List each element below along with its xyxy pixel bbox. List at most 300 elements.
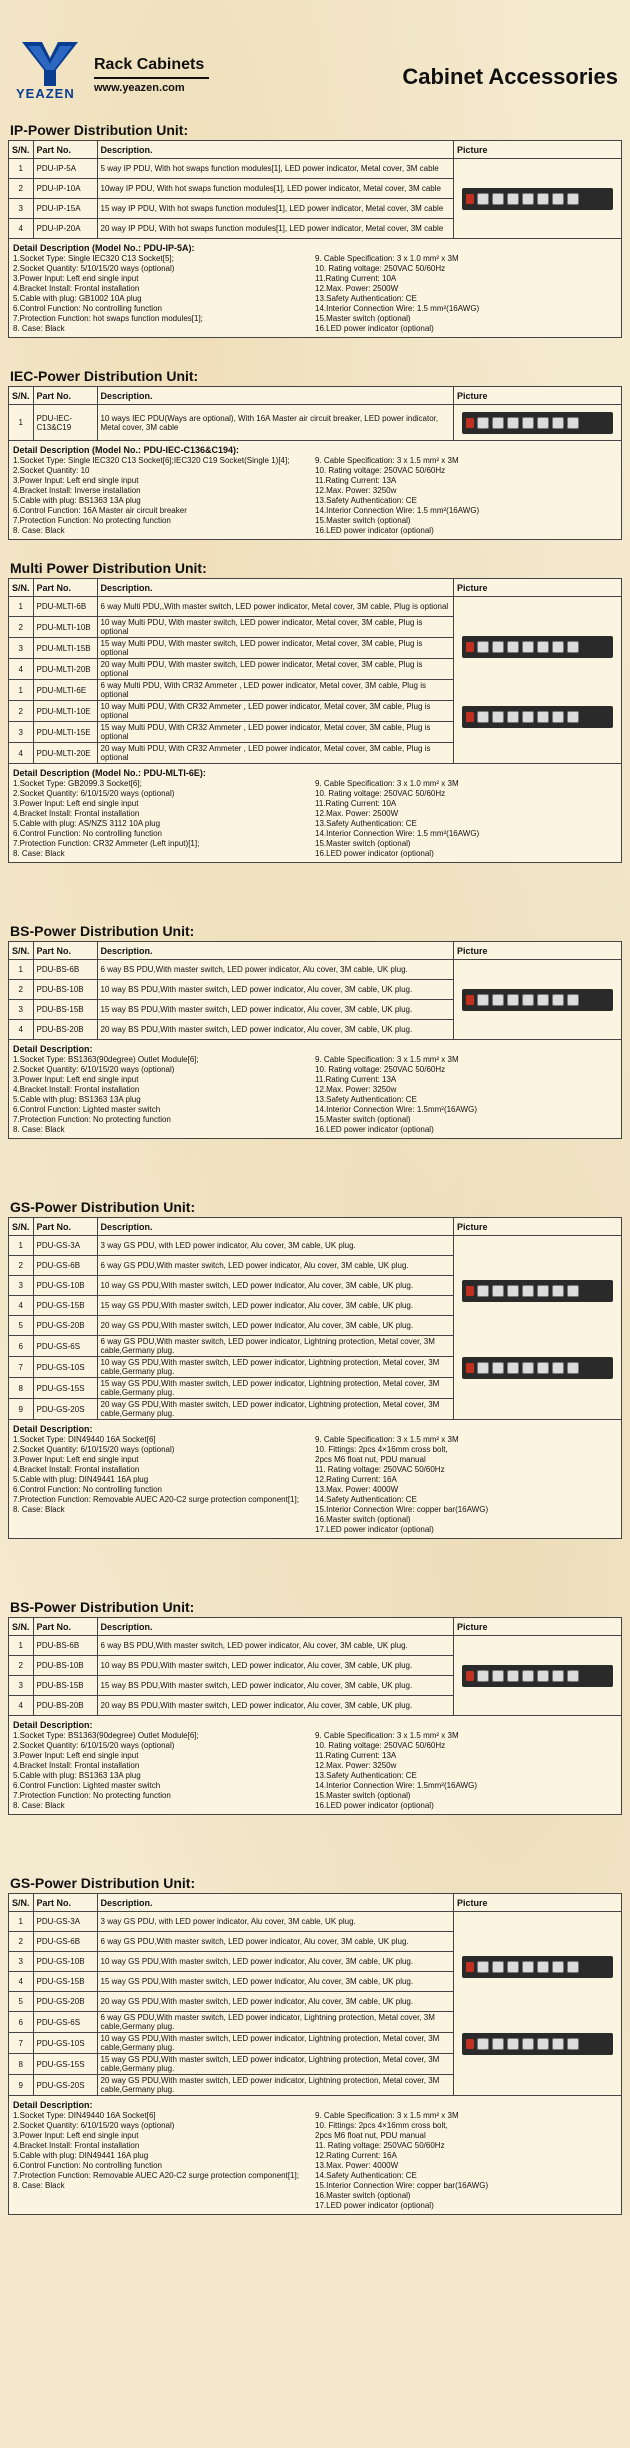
part-number: PDU-GS-6B [33, 1256, 97, 1276]
column-header: Picture [454, 1894, 622, 1912]
spec-line: 7.Protection Function: Removable AUEC A20-C2 surge protection component[1]; [13, 2171, 299, 2180]
table-header-row [9, 1218, 622, 1236]
spec-line: 3.Power Input: Left end single input [13, 2131, 139, 2140]
pdu-image [462, 1357, 613, 1379]
description: 6 way Multi PDU, With CR32 Ammeter , LED power indicator, Metal cover, 3M cable, Plug is optional [97, 680, 453, 701]
part-number: PDU-BS-20B [33, 1020, 97, 1040]
column-header: S/N. [9, 141, 34, 159]
spec-line: 9. Cable Specification: 3 x 1.0 mm² x 3M [315, 254, 459, 263]
column-header: Picture [454, 579, 622, 597]
column-header: Description. [97, 1218, 453, 1236]
spec-line: 8. Case: Black [13, 1801, 65, 1810]
socket-icon [507, 711, 519, 723]
part-number: PDU-GS-3A [33, 1912, 97, 1932]
socket-icon [567, 641, 579, 653]
section-title: BS-Power Distribution Unit: [10, 1599, 195, 1615]
detail-column-right [315, 1435, 617, 1535]
spec-line: 4.Bracket Install: Frontal installation [13, 809, 140, 818]
detail-column-left [13, 1731, 315, 1811]
pdu-image [462, 706, 613, 728]
description: 20 way IP PDU, With hot swaps function modules[1], LED power indicator, Metal cover, 3M cable [97, 219, 453, 239]
spec-line: 15.Master switch (optional) [315, 314, 411, 323]
spec-line: 15.Interior Connection Wire: copper bar(16AWG) [315, 2181, 489, 2190]
column-header: S/N. [9, 1894, 34, 1912]
socket-icon [537, 1362, 549, 1374]
spec-line: 15.Master switch (optional) [315, 516, 411, 525]
part-number: PDU-GS-10B [33, 1276, 97, 1296]
table-row [9, 1636, 622, 1656]
socket-icon [537, 1285, 549, 1297]
description: 10 way Multi PDU, With master switch, LED power indicator, Metal cover, 3M cable, Plug is optional [97, 617, 453, 638]
socket-icon [477, 1362, 489, 1374]
section-title: GS-Power Distribution Unit: [10, 1199, 196, 1215]
socket-icon [552, 2038, 564, 2050]
part-number: PDU-GS-20S [33, 1399, 97, 1420]
detail-title: Detail Description: [13, 1424, 93, 1434]
socket-icon [522, 641, 534, 653]
column-header: Part No. [33, 1618, 97, 1636]
column-header: Picture [454, 141, 622, 159]
serial-number: 4 [9, 1020, 34, 1040]
spec-line: 10. Fittings: 2pcs 4×16mm cross bolt, [315, 1445, 448, 1454]
serial-number: 1 [9, 405, 34, 441]
part-number: PDU-GS-10S [33, 1357, 97, 1378]
spec-line: 11.Rating Current: 10A [315, 274, 397, 283]
column-header: S/N. [9, 942, 34, 960]
spec-line: 8. Case: Black [13, 1505, 65, 1514]
spec-line: 2.Socket Quantity: 10 [13, 466, 90, 475]
description: 10 way BS PDU,With master switch, LED power indicator, Alu cover, 3M cable, UK plug. [97, 1656, 453, 1676]
description: 20 way BS PDU,With master switch, LED power indicator, Alu cover, 3M cable, UK plug. [97, 1020, 453, 1040]
socket-icon [567, 994, 579, 1006]
socket-icon [522, 711, 534, 723]
product-table [8, 1617, 622, 1716]
spec-line: 5.Cable with plug: DIN49441 16A plug [13, 2151, 149, 2160]
spec-line: 9. Cable Specification: 3 x 1.5 mm² x 3M [315, 1435, 459, 1444]
part-number: PDU-MLTI-6E [33, 680, 97, 701]
spec-line: 4.Bracket Install: Inverse installation [13, 486, 141, 495]
socket-icon [477, 193, 489, 205]
detail-column-right [315, 254, 617, 334]
product-picture [454, 1236, 622, 1420]
serial-number: 3 [9, 722, 34, 743]
product-table [8, 1893, 622, 2096]
switch-icon [466, 418, 474, 428]
socket-icon [552, 1362, 564, 1374]
spec-line: 16.LED power indicator (optional) [315, 324, 434, 333]
part-number: PDU-GS-20S [33, 2075, 97, 2096]
spec-line: 7.Protection Function: CR32 Ammeter (Left input)[1]; [13, 839, 200, 848]
spec-line: 7.Protection Function: No protecting function [13, 516, 171, 525]
socket-icon [492, 711, 504, 723]
part-number: PDU-GS-15B [33, 1296, 97, 1316]
product-picture [454, 597, 622, 764]
description: 15 way BS PDU,With master switch, LED power indicator, Alu cover, 3M cable, UK plug. [97, 1000, 453, 1020]
section-title: BS-Power Distribution Unit: [10, 923, 195, 939]
spec-line: 14.Interior Connection Wire: 1.5mm²(16AWG) [315, 1105, 477, 1114]
part-number: PDU-GS-3A [33, 1236, 97, 1256]
part-number: PDU-GS-10B [33, 1952, 97, 1972]
part-number: PDU-IP-5A [33, 159, 97, 179]
socket-icon [492, 994, 504, 1006]
spec-line: 9. Cable Specification: 3 x 1.5 mm² x 3M [315, 1055, 459, 1064]
spec-line: 13.Max. Power: 4000W [315, 1485, 399, 1494]
spec-line: 7.Protection Function: Removable AUEC A20-C2 surge protection component[1]; [13, 1495, 299, 1504]
spec-line: 9. Cable Specification: 3 x 1.0 mm² x 3M [315, 779, 459, 788]
socket-icon [492, 1961, 504, 1973]
spec-line: 13.Safety Authentication: CE [315, 294, 417, 303]
spec-line: 9. Cable Specification: 3 x 1.5 mm² x 3M [315, 1731, 459, 1740]
pdu-image [462, 412, 613, 434]
socket-icon [477, 711, 489, 723]
detail-description [8, 2096, 622, 2215]
socket-icon [537, 417, 549, 429]
socket-icon [567, 1670, 579, 1682]
part-number: PDU-MLTI-10B [33, 617, 97, 638]
spec-line: 7.Protection Function: hot swaps function modules[1]; [13, 314, 203, 323]
switch-icon [466, 995, 474, 1005]
part-number: PDU-BS-10B [33, 1656, 97, 1676]
pdu-image [462, 1956, 613, 1978]
description: 5 way IP PDU, With hot swaps function modules[1], LED power indicator, Metal cover, 3M cable [97, 159, 453, 179]
switch-icon [466, 2039, 474, 2049]
spec-line: 4.Bracket Install: Frontal installation [13, 284, 140, 293]
socket-icon [522, 1362, 534, 1374]
part-number: PDU-MLTI-10E [33, 701, 97, 722]
detail-column-right [315, 1731, 617, 1811]
spec-line: 11.Rating Current: 13A [315, 1075, 397, 1084]
description: 15 way GS PDU,With master switch, LED power indicator, Lightning protection, Metal cover, 3M cable,Germany plug. [97, 1378, 453, 1399]
spec-line: 3.Power Input: Left end single input [13, 1751, 139, 1760]
section-6 [8, 1873, 622, 2215]
serial-number: 5 [9, 1316, 34, 1336]
part-number: PDU-BS-15B [33, 1000, 97, 1020]
part-number: PDU-IP-15A [33, 199, 97, 219]
spec-line: 2.Socket Quantity: 6/10/15/20 ways (optional) [13, 1445, 175, 1454]
spec-line: 3.Power Input: Left end single input [13, 274, 139, 283]
spec-line: 13.Max. Power: 4000W [315, 2161, 399, 2170]
spec-line: 6.Control Function: 16A Master air circuit breaker [13, 506, 187, 515]
pdu-image [462, 188, 613, 210]
column-header: S/N. [9, 579, 34, 597]
detail-title: Detail Description (Model No.: PDU-IEC-C136&C194): [13, 445, 240, 455]
serial-number: 2 [9, 701, 34, 722]
spec-line: 5.Cable with plug: AS/NZS 3112 10A plug [13, 819, 161, 828]
detail-description [8, 1040, 622, 1139]
column-header: Description. [97, 387, 453, 405]
spec-line: 5.Cable with plug: DIN49441 16A plug [13, 1475, 149, 1484]
spec-line: 2.Socket Quantity: 5/10/15/20 ways (optional) [13, 264, 175, 273]
socket-icon [567, 711, 579, 723]
product-picture [454, 960, 622, 1040]
website-link[interactable]: www.yeazen.com [94, 82, 185, 94]
socket-icon [537, 711, 549, 723]
spec-line: 13.Safety Authentication: CE [315, 1771, 417, 1780]
detail-column-left [13, 779, 315, 859]
column-header: Part No. [33, 1894, 97, 1912]
socket-icon [477, 2038, 489, 2050]
spec-line: 10. Rating voltage: 250VAC 50/60Hz [315, 264, 446, 273]
spec-line: 5.Cable with plug: BS1363 13A plug [13, 1095, 141, 1104]
socket-icon [477, 641, 489, 653]
part-number: PDU-IP-20A [33, 219, 97, 239]
socket-icon [567, 417, 579, 429]
section-0 [8, 120, 622, 338]
switch-icon [466, 1286, 474, 1296]
section-title: GS-Power Distribution Unit: [10, 1875, 196, 1891]
spec-line: 2.Socket Quantity: 6/10/15/20 ways (optional) [13, 1741, 175, 1750]
socket-icon [567, 1362, 579, 1374]
spec-line: 4.Bracket Install: Frontal installation [13, 2141, 140, 2150]
spec-line: 14.Safety Authentication: CE [315, 1495, 417, 1504]
description: 20 way GS PDU,With master switch, LED power indicator, Alu cover, 3M cable, UK plug. [97, 1992, 453, 2012]
spec-line: 8. Case: Black [13, 1125, 65, 1134]
spec-line: 16.LED power indicator (optional) [315, 849, 434, 858]
part-number: PDU-BS-6B [33, 1636, 97, 1656]
serial-number: 2 [9, 1932, 34, 1952]
socket-icon [537, 1961, 549, 1973]
part-number: PDU-IP-10A [33, 179, 97, 199]
table-row [9, 960, 622, 980]
part-number: PDU-BS-20B [33, 1696, 97, 1716]
detail-title: Detail Description (Model No.: PDU-IP-5A): [13, 243, 195, 253]
socket-icon [507, 1961, 519, 1973]
serial-number: 4 [9, 743, 34, 764]
section-title: Multi Power Distribution Unit: [10, 560, 207, 576]
spec-line: 16.LED power indicator (optional) [315, 1125, 434, 1134]
table-header-row [9, 942, 622, 960]
spec-line: 15.Interior Connection Wire: copper bar(16AWG) [315, 1505, 489, 1514]
table-header-row [9, 141, 622, 159]
spec-line: 11.Rating Current: 10A [315, 799, 397, 808]
serial-number: 6 [9, 1336, 34, 1357]
socket-icon [552, 711, 564, 723]
spec-line: 9. Cable Specification: 3 x 1.5 mm² x 3M [315, 456, 459, 465]
column-header: Part No. [33, 942, 97, 960]
spec-line: 12.Rating Current: 16A [315, 1475, 397, 1484]
socket-icon [507, 2038, 519, 2050]
socket-icon [507, 1670, 519, 1682]
serial-number: 8 [9, 2054, 34, 2075]
table-row [9, 1912, 622, 1932]
spec-line: 1.Socket Type: BS1363(90degree) Outlet Module[6]; [13, 1731, 199, 1740]
page-header [0, 0, 630, 120]
serial-number: 1 [9, 960, 34, 980]
product-table [8, 1217, 622, 1420]
product-table [8, 386, 622, 441]
spec-line: 13.Safety Authentication: CE [315, 496, 417, 505]
socket-icon [477, 1670, 489, 1682]
spec-line: 6.Control Function: Lighted master switch [13, 1781, 161, 1790]
serial-number: 1 [9, 597, 34, 617]
serial-number: 4 [9, 1696, 34, 1716]
spec-line: 11. Rating voltage: 250VAC 50/60Hz [315, 2141, 445, 2150]
switch-icon [466, 1671, 474, 1681]
spec-line: 1.Socket Type: Single IEC320 C13 Socket[6];IEC320 C19 Socket(Single 1)[4]; [13, 456, 290, 465]
socket-icon [522, 1670, 534, 1682]
spec-line: 10. Rating voltage: 250VAC 50/60Hz [315, 1065, 446, 1074]
spec-line: 8. Case: Black [13, 849, 65, 858]
product-picture [454, 1912, 622, 2096]
table-row [9, 159, 622, 179]
socket-icon [507, 193, 519, 205]
part-number: PDU-MLTI-15B [33, 638, 97, 659]
spec-line: 14.Interior Connection Wire: 1.5mm²(16AWG) [315, 1781, 477, 1790]
detail-description [8, 1420, 622, 1539]
socket-icon [552, 417, 564, 429]
serial-number: 5 [9, 1992, 34, 2012]
spec-line: 14.Interior Connection Wire: 1.5 mm²(16AWG) [315, 829, 480, 838]
spec-line: 4.Bracket Install: Frontal installation [13, 1085, 140, 1094]
table-row [9, 405, 622, 441]
pdu-image [462, 989, 613, 1011]
description: 6 way Multi PDU,,With master switch, LED power indicator, Metal cover, 3M cable, Plug is optional [97, 597, 453, 617]
serial-number: 2 [9, 1256, 34, 1276]
socket-icon [567, 2038, 579, 2050]
serial-number: 3 [9, 1276, 34, 1296]
socket-icon [477, 1961, 489, 1973]
pdu-image [462, 1665, 613, 1687]
serial-number: 8 [9, 1378, 34, 1399]
socket-icon [522, 994, 534, 1006]
column-header: Description. [97, 942, 453, 960]
table-header-row [9, 579, 622, 597]
spec-line: 14.Interior Connection Wire: 1.5 mm²(16AWG) [315, 506, 480, 515]
spec-line: 5.Cable with plug: GB1002 10A plug [13, 294, 142, 303]
section-4 [8, 1197, 622, 1539]
description: 10 way GS PDU,With master switch, LED power indicator, Lightning protection, Metal cover, 3M cable,Germany plug. [97, 1357, 453, 1378]
part-number: PDU-BS-15B [33, 1676, 97, 1696]
product-table [8, 140, 622, 239]
serial-number: 2 [9, 179, 34, 199]
serial-number: 6 [9, 2012, 34, 2033]
detail-description [8, 239, 622, 338]
description: 3 way GS PDU, with LED power indicator, Alu cover, 3M cable, UK plug. [97, 1236, 453, 1256]
serial-number: 4 [9, 1296, 34, 1316]
socket-icon [537, 994, 549, 1006]
serial-number: 3 [9, 638, 34, 659]
spec-line: 5.Cable with plug: BS1363 13A plug [13, 1771, 141, 1780]
product-table [8, 941, 622, 1040]
socket-icon [552, 1285, 564, 1297]
socket-icon [567, 193, 579, 205]
socket-icon [522, 1285, 534, 1297]
spec-line: 2pcs M6 float nut, PDU manual [315, 2131, 426, 2140]
column-header: S/N. [9, 387, 34, 405]
description: 15 way GS PDU,With master switch, LED power indicator, Alu cover, 3M cable, UK plug. [97, 1972, 453, 1992]
socket-icon [492, 2038, 504, 2050]
socket-icon [477, 417, 489, 429]
spec-line: 14.Interior Connection Wire: 1.5 mm²(16AWG) [315, 304, 480, 313]
table-row [9, 597, 622, 617]
detail-description [8, 1716, 622, 1815]
socket-icon [522, 2038, 534, 2050]
socket-icon [552, 193, 564, 205]
column-header: Part No. [33, 387, 97, 405]
spec-line: 1.Socket Type: GB2099.3 Socket[6]; [13, 779, 142, 788]
detail-column-right [315, 456, 617, 536]
spec-line: 12.Max. Power: 2500W [315, 284, 399, 293]
serial-number: 3 [9, 1000, 34, 1020]
part-number: PDU-GS-15B [33, 1972, 97, 1992]
socket-icon [492, 417, 504, 429]
description: 6 way GS PDU,With master switch, LED power indicator, Alu cover, 3M cable, UK plug. [97, 1932, 453, 1952]
part-number: PDU-GS-6B [33, 1932, 97, 1952]
pdu-image [462, 636, 613, 658]
brand-underline [94, 77, 209, 79]
serial-number: 1 [9, 1912, 34, 1932]
serial-number: 7 [9, 2033, 34, 2054]
spec-line: 1.Socket Type: Single IEC320 C13 Socket[5]; [13, 254, 174, 263]
column-header: Part No. [33, 1218, 97, 1236]
spec-line: 1.Socket Type: DIN49440 16A Socket[6] [13, 1435, 156, 1444]
spec-line: 15.Master switch (optional) [315, 1115, 411, 1124]
serial-number: 4 [9, 1972, 34, 1992]
spec-line: 8. Case: Black [13, 2181, 65, 2190]
product-table [8, 578, 622, 764]
socket-icon [552, 1670, 564, 1682]
spec-line: 9. Cable Specification: 3 x 1.5 mm² x 3M [315, 2111, 459, 2120]
column-header: Description. [97, 579, 453, 597]
table-header-row [9, 1618, 622, 1636]
part-number: PDU-GS-15S [33, 1378, 97, 1399]
switch-icon [466, 642, 474, 652]
column-header: S/N. [9, 1618, 34, 1636]
spec-line: 1.Socket Type: DIN49440 16A Socket[6] [13, 2111, 156, 2120]
section-title: IP-Power Distribution Unit: [10, 122, 189, 138]
spec-line: 16.LED power indicator (optional) [315, 526, 434, 535]
socket-icon [477, 994, 489, 1006]
spec-line: 17.LED power indicator (optional) [315, 2201, 434, 2210]
detail-title: Detail Description: [13, 1044, 93, 1054]
spec-line: 10. Rating voltage: 250VAC 50/60Hz [315, 1741, 446, 1750]
spec-line: 3.Power Input: Left end single input [13, 1455, 139, 1464]
detail-title: Detail Description: [13, 2100, 93, 2110]
part-number: PDU-MLTI-6B [33, 597, 97, 617]
brand-name: Rack Cabinets [94, 56, 205, 73]
socket-icon [552, 994, 564, 1006]
description: 15 way GS PDU,With master switch, LED power indicator, Lightning protection, Metal cover, 3M cable,Germany plug. [97, 2054, 453, 2075]
spec-line: 13.Safety Authentication: CE [315, 819, 417, 828]
detail-column-right [315, 779, 617, 859]
page-title: Cabinet Accessories [402, 64, 618, 89]
spec-line: 10. Fittings: 2pcs 4×16mm cross bolt, [315, 2121, 448, 2130]
socket-icon [522, 1961, 534, 1973]
description: 6 way GS PDU,With master switch, LED power indicator, Lightning protection, Metal cover, 3M cable,Germany plug. [97, 1336, 453, 1357]
section-2 [8, 558, 622, 863]
spec-line: 13.Safety Authentication: CE [315, 1095, 417, 1104]
socket-icon [522, 193, 534, 205]
socket-icon [567, 1285, 579, 1297]
switch-icon [466, 1962, 474, 1972]
part-number: PDU-MLTI-20E [33, 743, 97, 764]
socket-icon [522, 417, 534, 429]
table-header-row [9, 1894, 622, 1912]
description: 3 way GS PDU, with LED power indicator, Alu cover, 3M cable, UK plug. [97, 1912, 453, 1932]
serial-number: 2 [9, 617, 34, 638]
spec-line: 3.Power Input: Left end single input [13, 1075, 139, 1084]
description: 15 way GS PDU,With master switch, LED power indicator, Alu cover, 3M cable, UK plug. [97, 1296, 453, 1316]
part-number: PDU-GS-20B [33, 1992, 97, 2012]
spec-line: 6.Control Function: No controlling function [13, 1485, 162, 1494]
table-header-row [9, 387, 622, 405]
spec-line: 15.Master switch (optional) [315, 1791, 411, 1800]
spec-line: 11. Rating voltage: 250VAC 50/60Hz [315, 1465, 445, 1474]
spec-line: 8. Case: Black [13, 526, 65, 535]
description: 15 way Multi PDU, With master switch, LED power indicator, Metal cover, 3M cable, Plug is optional [97, 638, 453, 659]
section-3 [8, 921, 622, 1139]
socket-icon [492, 641, 504, 653]
